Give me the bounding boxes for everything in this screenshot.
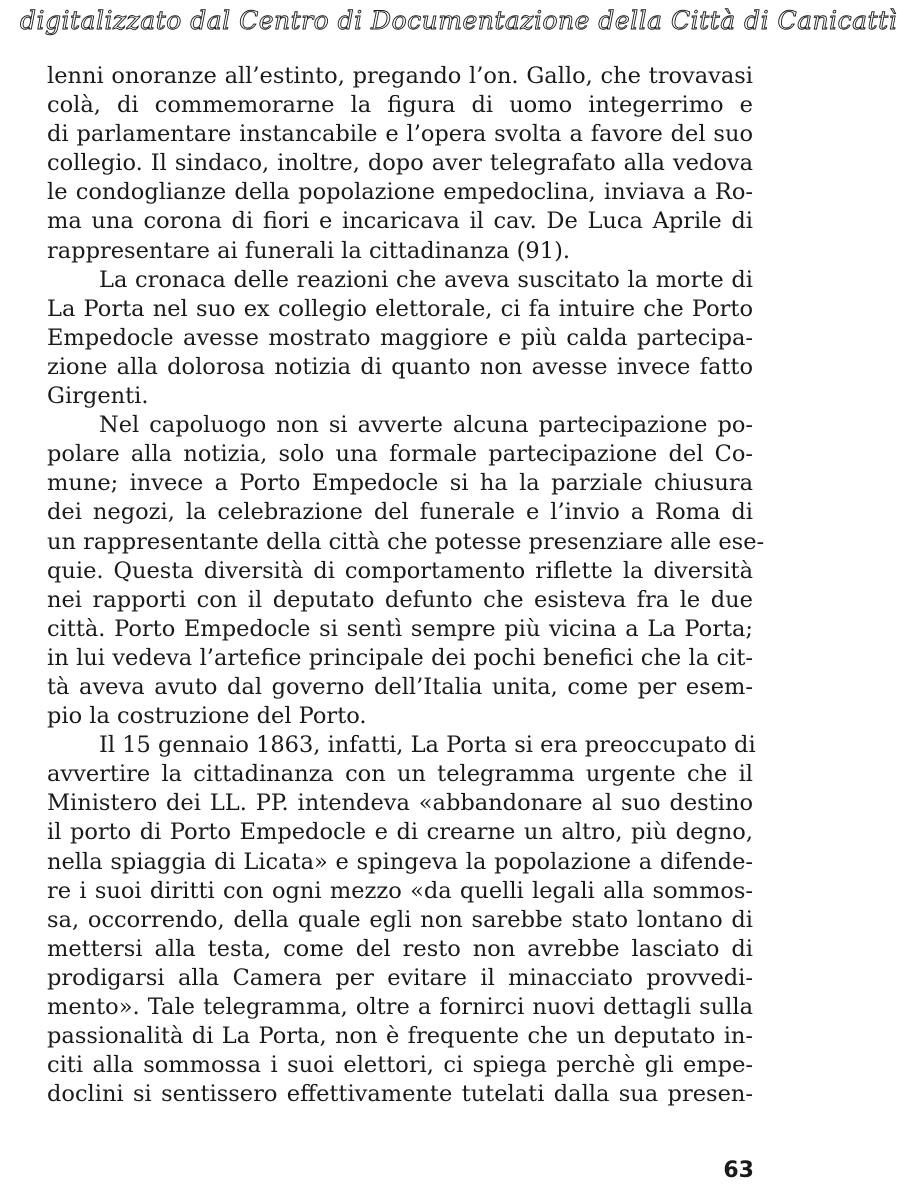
text-line: rappresentare ai funerali la cittadinanza (91). — [47, 237, 570, 264]
text-line: mento». Tale telegramma, oltre a fornirci nuovi dettagli sulla — [47, 994, 753, 1020]
text-line: avvertire la cittadinanza con un telegramma urgente che il — [47, 761, 753, 788]
watermark-banner: digitalizzato dal Centro di Documentazione della Città di Canicattì — [20, 6, 897, 35]
text-line: tà aveva avuto dal governo dell’Italia unita, come per esem- — [47, 673, 753, 700]
text-line: pio la costruzione del Porto. — [47, 703, 367, 730]
text-line: La cronaca delle reazioni che aveva suscitato la morte di — [99, 266, 753, 293]
text-line: in lui vedeva l’artefice principale dei pochi benefici che la cit- — [47, 644, 753, 671]
text-line: Nel capoluogo non si avverte alcuna partecipazione po- — [99, 412, 753, 439]
text-line: prodigarsi alla Camera per evitare il minacciato provvedi- — [47, 964, 753, 991]
text-line: La Porta nel suo ex collegio elettorale, ci fa intuire che Porto — [47, 295, 753, 322]
text-line: passionalità di La Porta, non è frequente che un deputato in- — [47, 1023, 753, 1050]
text-line: collegio. Il sindaco, inoltre, dopo aver telegrafato alla vedova — [47, 150, 753, 177]
text-line: dei negozi, la celebrazione del funerale e l’invio a Roma di — [47, 499, 753, 526]
text-line: mune; invece a Porto Empedocle si ha la parziale chiusura — [47, 470, 753, 497]
text-line: zione alla dolorosa notizia di quanto non avesse invece fatto — [47, 353, 753, 380]
text-line: lenni onoranze all’estinto, pregando l’on. Gallo, che trovavasi — [47, 63, 753, 89]
text-line: polare alla notizia, solo una formale partecipazione del Co- — [47, 441, 753, 468]
text-line: di parlamentare instancabile e l’opera svolta a favore del suo — [47, 121, 753, 148]
text-line: un rappresentante della città che potesse presenziare alle ese- — [47, 528, 765, 555]
text-line: le condoglianze della popolazione empedoclina, inviava a Ro- — [47, 179, 753, 206]
page-number: 63 — [723, 1158, 754, 1183]
text-line: il porto di Porto Empedocle e di crearne un altro, più degno, — [47, 819, 753, 846]
text-line: nei rapporti con il deputato defunto che esisteva fra le due — [47, 586, 753, 613]
text-line: mettersi alla testa, come del resto non avrebbe lasciato di — [47, 935, 753, 962]
text-line: sa, occorrendo, della quale egli non sarebbe stato lontano di — [47, 906, 753, 933]
text-line: citi alla sommossa i suoi elettori, ci spiega perchè gli empe- — [47, 1052, 753, 1079]
text-line: quie. Questa diversità di comportamento riflette la diversità — [47, 557, 753, 584]
text-line: colà, di commemorarne la figura di uomo integerrimo e — [47, 92, 753, 119]
text-line: Il 15 gennaio 1863, infatti, La Porta si era preoccupato di — [99, 732, 756, 759]
text-line: città. Porto Empedocle si sentì sempre più vicina a La Porta; — [47, 615, 753, 642]
text-line: re i suoi diritti con ogni mezzo «da quelli legali alla sommos- — [47, 877, 753, 904]
body-text — [47, 62, 765, 1109]
text-line: Girgenti. — [47, 383, 149, 410]
text-line: ma una corona di fiori e incaricava il cav. De Luca Aprile di — [47, 208, 753, 235]
text-line: Ministero dei LL. PP. intendeva «abbandonare al suo destino — [47, 790, 753, 817]
text-line: Empedocle avesse mostrato maggiore e più calda partecipa- — [47, 324, 753, 351]
text-line: doclini si sentissero effettivamente tutelati dalla sua presen- — [47, 1081, 753, 1108]
text-line: nella spiaggia di Licata» e spingeva la popolazione a difende- — [47, 848, 753, 875]
